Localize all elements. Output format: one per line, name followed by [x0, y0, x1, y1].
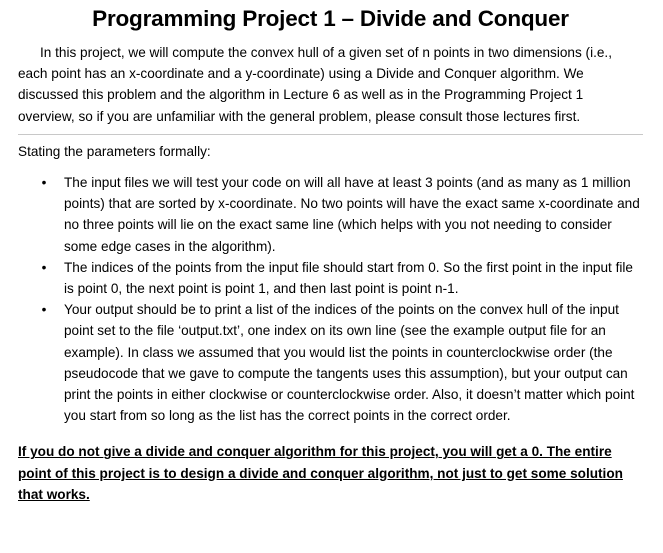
parameters-heading: Stating the parameters formally: [18, 143, 211, 159]
bullet-icon: • [41, 175, 47, 191]
list-item-text: Your output should be to print a list of the indices of the points on the convex hull of the input point set to the file ‘output.txt’, one index on its own line (see the example output file for an example). In class we assumed that you would list the points in counterclockwise order (the pseudocode that we gave to compute the tangents uses this assumption), but your output can print the points in either clockwise or counterclockwise order. Also, it doesn’t matter which point you start from so long as the list has the correct points in the correct order. [64, 302, 635, 424]
page-title: Programming Project 1 – Divide and Conquer [92, 6, 569, 31]
list-item [41, 172, 643, 257]
warning-end: . [85, 486, 90, 502]
intro-paragraph: In this project, we will compute the convex hull of a given set of n points in two dimensions (i.e., each point has an x-coordinate and a y-coordinate) using a Divide and Conquer algorithm. We discussed this problem and the algorithm in Lecture 6 as well as in the Programming Project 1 overview, so if you are unfamiliar with the general problem, please consult those lectures first. [18, 45, 612, 124]
bullet-icon: • [41, 302, 47, 318]
bullet-icon: • [41, 259, 47, 275]
warning-text: If you do not give a divide and conquer algorithm for this project, you will get a 0. The entire point of this project is to design a divide and conquer algorithm, not just to get some solution that works [18, 444, 623, 502]
list-item-text: The indices of the points from the input file should start from 0. So the first point in the input file is point 0, the next point is point 1, and then last point is point n-1. [64, 259, 633, 297]
list-item [41, 299, 643, 426]
section-divider [18, 134, 643, 135]
parameters-list [18, 172, 643, 426]
list-item-text: The input files we will test your code on will all have at least 3 points (and as many as 1 million points) that are sorted by x-coordinate. No two points will have the exact same x-coordinate and no three points will lie on the exact same line (which helps with you not needing to consider some edge cases in the algorithm). [64, 175, 640, 254]
warning-notice [18, 441, 643, 505]
list-item [41, 257, 643, 299]
